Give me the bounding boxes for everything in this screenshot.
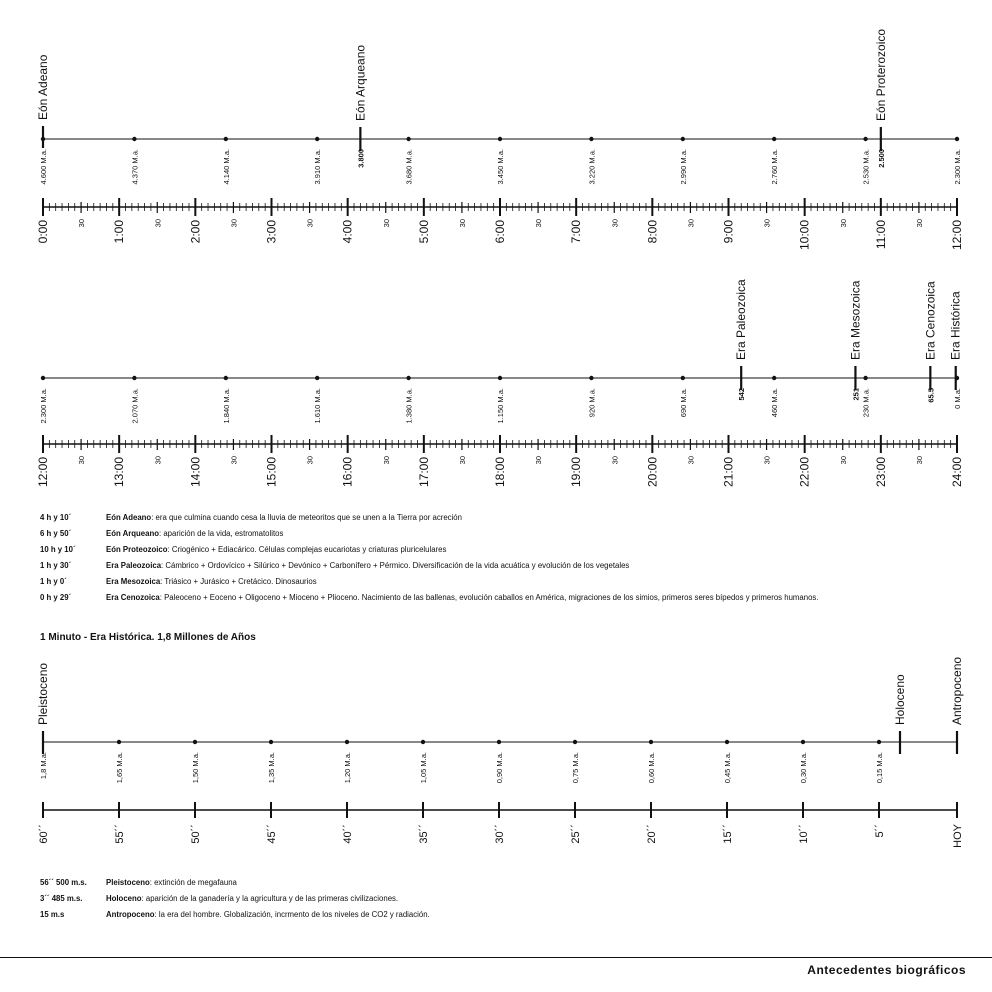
ma-label: 2.070 M.a. [130, 388, 140, 424]
legend-text: : Cámbrico + Ordovícico + Silúrico + Devónico + Carbonífero + Pérmico. Diversificación de la vida acuática y evolución de los vegetales [161, 561, 630, 570]
ma-label: 1.150 M.a. [496, 388, 505, 424]
legend-time: 1 h y 0´ [40, 577, 67, 586]
timeline-dot [497, 740, 501, 744]
timeline-dot [772, 137, 776, 141]
hour-label: 14:00 [188, 457, 203, 488]
ma-label: 2.300 M.a. [39, 388, 48, 424]
legend-time: 3´´ 485 m.s. [40, 894, 83, 903]
timeline-dot [224, 376, 228, 380]
ma-label: 0,45 M.a. [723, 752, 732, 784]
hour-label: 5:00 [416, 220, 431, 244]
ma-label: 1,05 M.a. [419, 752, 428, 784]
hour-label: 17:00 [416, 457, 431, 488]
half-hour-label: 30 [153, 219, 163, 228]
legend-name: Era Mesozoica [106, 577, 161, 586]
hour-label: 7:00 [569, 220, 584, 244]
ma-label: 4.600 M.a. [39, 149, 48, 185]
timeline-dot [132, 137, 136, 141]
hour-label: 1:00 [112, 220, 127, 244]
marker-value-label: 2.500 [876, 149, 886, 168]
hour-label: 13:00 [112, 457, 127, 488]
ma-label: 3.910 M.a. [313, 149, 323, 185]
legend-text: : aparición de la vida, estromatolitos [159, 529, 284, 538]
ma-label: 1.380 M.a. [404, 388, 414, 424]
timeline-dot [681, 376, 685, 380]
ma-label: 0,75 M.a. [571, 752, 580, 784]
hour-label: 9:00 [721, 220, 736, 244]
ma-label: 2.760 M.a. [770, 149, 780, 185]
timeline-dot [132, 376, 136, 380]
second-label: 10´´ [798, 824, 810, 844]
half-hour-label: 30 [610, 456, 620, 465]
hour-label: 22:00 [797, 457, 812, 488]
footer-title: Antecedentes biográficos [807, 963, 966, 977]
half-hour-label: 30 [229, 456, 239, 465]
ma-label: 3.220 M.a. [587, 149, 597, 185]
half-hour-label: 30 [305, 456, 315, 465]
legend-text: : Paleoceno + Eoceno + Oligoceno + Mioceno + Plioceno. Nacimiento de las ballenas, evolución caballos en América, migraciones de los simios, primeros seres bípedos y primeros humanos. [159, 593, 819, 602]
half-hour-label: 30 [77, 219, 87, 228]
hour-label: 3:00 [264, 220, 279, 244]
ma-label: 1,35 M.a. [267, 752, 276, 784]
second-label: 5´´ [874, 824, 886, 838]
timeline-dot [801, 740, 805, 744]
ma-label: 1,50 M.a. [191, 752, 200, 784]
ma-label: 4.370 M.a. [130, 149, 140, 185]
half-hour-label: 30 [381, 219, 391, 228]
timeline-dot [589, 376, 593, 380]
ma-label: 2.990 M.a. [678, 149, 688, 185]
legend-name: Eón Arqueano [106, 529, 159, 538]
timeline-dot [117, 740, 121, 744]
legend-name: Antropoceno [106, 910, 155, 919]
second-label: 30´´ [494, 824, 506, 844]
legend-time: 56´´ 500 m.s. [40, 878, 87, 887]
half-hour-label: 30 [457, 456, 467, 465]
era-label: Eón Adeano [36, 54, 50, 120]
hour-label: 15:00 [264, 457, 279, 488]
ma-label: 0,15 M.a. [875, 752, 884, 784]
second-label: 40´´ [342, 824, 354, 844]
hour-label: 6:00 [493, 220, 507, 244]
legend-name: Eón Adeano [106, 513, 152, 522]
hour-label: 12:00 [950, 220, 964, 251]
timeline-eons [36, 29, 964, 250]
half-hour-label: 30 [838, 219, 848, 228]
second-label: 15´´ [722, 824, 734, 844]
timeline-dot [681, 137, 685, 141]
hour-label: 18:00 [493, 457, 507, 488]
half-hour-label: 30 [77, 456, 87, 465]
hour-label: 8:00 [645, 220, 660, 244]
hour-label: 20:00 [645, 457, 660, 488]
legend-name: Era Paleozoica [106, 561, 162, 570]
ma-label: 0,30 M.a. [799, 752, 808, 784]
timeline-dot [498, 376, 502, 380]
timeline-dot [224, 137, 228, 141]
marker-value-label: 3.800 [356, 149, 366, 168]
legend-text: : aparición de la ganadería y la agricultura y de las primeras civilizaciones. [141, 894, 399, 903]
hour-label: 12:00 [36, 457, 50, 488]
marker-value-label: 542 [737, 388, 747, 401]
half-hour-label: 30 [381, 456, 391, 465]
hour-label: 11:00 [873, 220, 888, 250]
era-label: Eón Proterozoico [873, 28, 888, 121]
second-label: 45´´ [266, 824, 278, 844]
ma-label: 1,8 M.a. [39, 752, 48, 780]
era-label: Era Cenozoica [923, 281, 938, 360]
timeline-dot [421, 740, 425, 744]
ma-label: 1,20 M.a. [343, 752, 352, 784]
ma-label: 1.610 M.a. [313, 388, 323, 424]
timeline-dot [269, 740, 273, 744]
half-hour-label: 30 [534, 219, 544, 228]
half-hour-label: 30 [762, 456, 772, 465]
hour-label: 23:00 [873, 457, 888, 488]
footer-divider [0, 957, 992, 958]
epoch-label: Holoceno [893, 674, 907, 725]
timeline-dot [498, 137, 502, 141]
ma-label: 690 M.a. [678, 388, 688, 418]
ma-label: 0 M.a. [953, 388, 962, 409]
timeline-dot [315, 137, 319, 141]
hour-label: 2:00 [188, 220, 203, 244]
legend-time: 0 h y 29´ [40, 593, 72, 602]
hour-label: 19:00 [569, 457, 584, 488]
marker-value-label: 251 [851, 388, 861, 401]
ma-label: 1,65 M.a. [115, 752, 124, 784]
half-hour-label: 30 [686, 219, 696, 228]
timeline-dot [315, 376, 319, 380]
half-hour-label: 30 [914, 219, 924, 228]
epoch-label: Pleistoceno [36, 662, 50, 725]
half-hour-label: 30 [686, 456, 696, 465]
hour-label: 16:00 [340, 457, 355, 488]
timeline-minute [36, 657, 964, 848]
hour-label: 4:00 [340, 220, 355, 244]
legend-name: Holoceno [106, 894, 142, 903]
half-hour-label: 30 [305, 219, 315, 228]
timeline-eras [36, 279, 964, 487]
epoch-label: Antropoceno [950, 656, 964, 725]
half-hour-label: 30 [838, 456, 848, 465]
half-hour-label: 30 [153, 456, 163, 465]
half-hour-label: 30 [534, 456, 544, 465]
second-label: 25´´ [570, 824, 582, 844]
legend-name: Pleistoceno [106, 878, 150, 887]
section-title: 1 Minuto - Era Histórica. 1,8 Millones de Años [40, 632, 256, 643]
second-label: 35´´ [418, 824, 430, 844]
ma-label: 4.140 M.a. [221, 149, 231, 185]
half-hour-label: 30 [914, 456, 924, 465]
era-label: Eón Arqueano [353, 44, 368, 121]
second-label: 60´´ [38, 824, 50, 844]
legend-text: : era que culmina cuando cesa la lluvia de meteoritos que se unen a la Tierra por acreción [151, 513, 462, 522]
timeline-dot [193, 740, 197, 744]
timeline-dot [649, 740, 653, 744]
legend-name: Eón Proteozoico [106, 545, 168, 554]
timeline-dot [725, 740, 729, 744]
era-label: Era Mesozoica [848, 280, 863, 360]
legend-name: Era Cenozoica [106, 593, 160, 602]
hour-label: 24:00 [950, 457, 964, 488]
timeline-dot [345, 740, 349, 744]
timeline-dot [955, 137, 959, 141]
legend-time: 10 h y 10´ [40, 545, 76, 554]
ma-label: 920 M.a. [587, 388, 597, 418]
second-label: HOY [952, 824, 964, 848]
legend-time: 6 h y 50´ [40, 529, 72, 538]
ma-label: 3.680 M.a. [404, 149, 414, 185]
timeline-dot [772, 376, 776, 380]
timeline-dot [877, 740, 881, 744]
ma-label: 3.450 M.a. [496, 149, 505, 185]
era-label: Era Histórica [948, 291, 963, 360]
hour-label: 21:00 [721, 457, 736, 488]
ma-label: 2.300 M.a. [953, 149, 962, 185]
ma-label: 460 M.a. [770, 388, 780, 418]
second-label: 20´´ [646, 824, 658, 844]
hour-label: 10:00 [797, 220, 812, 251]
second-label: 55´´ [114, 824, 126, 844]
second-label: 50´´ [190, 824, 202, 844]
timeline-dot [863, 137, 867, 141]
hour-label: 0:00 [36, 220, 50, 244]
half-hour-label: 30 [457, 219, 467, 228]
half-hour-label: 30 [610, 219, 620, 228]
era-label: Era Paleozoica [734, 279, 749, 360]
timeline-dot [589, 137, 593, 141]
timeline-dot [863, 376, 867, 380]
ma-label: 2.530 M.a. [861, 149, 871, 185]
half-hour-label: 30 [229, 219, 239, 228]
legend-text: : Triásico + Jurásico + Cretácico. Dinosaurios [160, 577, 317, 586]
legend-time: 4 h y 10´ [40, 513, 72, 522]
marker-value-label: 65.5 [926, 388, 936, 403]
timeline-dot [41, 376, 45, 380]
legend-time: 1 h y 30´ [40, 561, 72, 570]
ma-label: 230 M.a. [861, 388, 871, 418]
timeline-dot [573, 740, 577, 744]
legend-text: : Criogénico + Ediacárico. Células complejas eucariotas y criaturas pluricelulares [167, 545, 447, 554]
legend-text: : la era del hombre. Globalización, incrmento de los niveles de CO2 y radiación. [154, 910, 430, 919]
legend-text: : extinción de megafauna [149, 878, 237, 887]
ma-label: 0,60 M.a. [647, 752, 656, 784]
ma-label: 0,90 M.a. [495, 752, 504, 784]
legend-time: 15 m.s [40, 910, 65, 919]
timeline-dot [406, 137, 410, 141]
timeline-dot [406, 376, 410, 380]
half-hour-label: 30 [762, 219, 772, 228]
ma-label: 1.840 M.a. [221, 388, 231, 424]
